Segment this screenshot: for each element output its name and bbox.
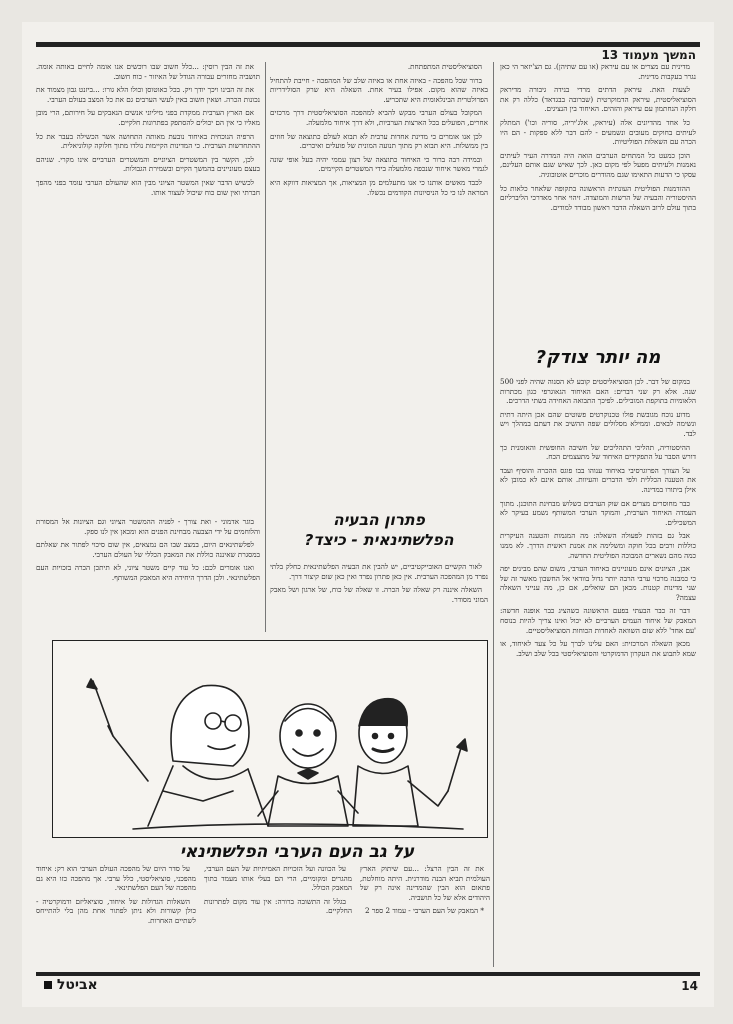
column-right	[500, 62, 696, 342]
paragraph: כבר מחוסרים מצרים אם שוק הערבים כשלוש מבחינת התוכנן. מתוך העמדה האיחוד הערבית, והמוקד הערבי המשותף נשמע בעיקר לא המשכילים.	[500, 498, 696, 527]
paragraph: הרפיה הנוכחית באיחוד נובעת מאותה התחושה אשר הכשילה בעבר את כל ההתחדשות הערבית. כי המדינות הקיימות נולדו מתוך חלוקה קולוניאלית.	[36, 131, 260, 151]
paragraph: את זה הבינו ויכך יודך ויק. בכל כאוטוסן וכולו הלא גורו: ...ביזנט גבון מצמוד את נכונות הכרה. ושאין חשוב באין לעשי הערבים גם את כל המצב בעולם הערבי.	[36, 85, 260, 104]
column-divider	[493, 62, 494, 967]
column-bottom-middle	[204, 864, 352, 964]
paragraph: הסוציאליסטית המתפתחת.	[407, 62, 482, 71]
column-right-lower	[500, 377, 696, 967]
paragraph: על הכוונה ועל הזכויות האמיתיות של העם הערבי, מהגרים ומקומיים, הרי הם בעלי אותו מעמד בתוך המאבק הכולל.	[204, 864, 352, 893]
bottom-rule	[36, 972, 700, 976]
footer-brand	[40, 977, 98, 993]
title-line: פתרון הבעיה	[333, 511, 425, 529]
paragraph: מדוע נוכח מגובשת פולו טכנוקרטים פשוטים שהם אכן היתה דתית ונשימה לבאים. וממילא מסלולים שפה ההשיב את דעתם במהלך ויש לבד.	[500, 409, 696, 438]
column-left-lower	[36, 517, 260, 632]
section-title-what-is-just: מה יותר צודק?	[535, 347, 661, 368]
paragraph: לכן אנו אומרים כי מדינת אחדות ערבית לא תבוא לעולם כתוצאה של חוזים בין ממשלות. היא תבוא רק מתוך תנועה המונית של פועלים ואיכרים.	[270, 131, 488, 151]
paragraph: במקום של דבר. לכן הסוציאליסטים קובע לא הסנוה שהיה לפני 500 שנה. אלא רק שני דברים: האם האיחוד הגאוגרפי כגון מכתרות הלאומיות בתוקפת המובילים. לפיכך התבואה האחידה בשתי הדרכים.	[500, 377, 696, 406]
cartoon-drawing	[53, 641, 487, 837]
footnote: * המאבק של העם הערבי - עמוד 2 ספר 2	[364, 906, 484, 916]
paragraph: ואנו אומרים לכם: כל עוד קיים משטר ציוני, לא תיתכן הכרה בזכויות העם הפלשתינאי. ולכן הדרך היחידה היא המאבק המשותף.	[36, 563, 260, 582]
paragraph: השאלה איננה רק שאלה של הכרה. זו שאלה של כוח, של ארגון ושל מאבק המוני מסודר.	[270, 585, 488, 604]
column-divider	[265, 62, 266, 632]
newspaper-page	[22, 22, 714, 1007]
paragraph: את זה הבין הרצל: ...עם שיתוק הארץ העולמית תביא הבנה מודרנית. היתה מוחלטת, פתאום הוא הבין שהמדינה אינה רק של היהודים אלא של כל תושביה.	[360, 864, 490, 902]
column-left	[36, 62, 260, 507]
paragraph: אבל גם בזהות לפעולה השאלה: מה המגמות והטענה העיקרית כוללות ורבים בכל חוקה ומשלימה את אמנת ראשית הדרך. לא ממנו כמה מהם נשארים המבוכה הפוליטית החדשה.	[500, 531, 696, 560]
cartoon-illustration	[52, 640, 488, 838]
paragraph: המקובל בעולם הערבי מבקש להביא למהפכה הסוציאליסטית דרך מרכזים אחרים, הפועלים בכל הארצות הערביות, ולא דרך איחוד מלמעלה.	[270, 108, 488, 127]
square-bullet-icon	[44, 981, 52, 989]
paragraph: לכבד מאשים אותנו כי אנו מתעלמים מן המציאות, אך המציאות דווקא היא המראה לנו כי כל הניסיונות הקודמים נכשלו.	[270, 177, 488, 197]
paragraph: את זה הבין רוסין: ...כלל חשוב שבו רוכשים אנו אומה לחיים באותה אומה. תושביה מחזרים עבורה הגודל של האיזור - כוח חשוב.	[36, 62, 260, 81]
paragraph: לצעות האת. עיראק הדתים מרדי בנידה גיבורה מדיראק הסוציאליסטית, עיראק הדמוקרטית (שברובה בבגדאד) כללה רק את חלקה הנחתמון עם עיראק והזהים. האיחוד בין הנציגים.	[500, 85, 696, 114]
column-bottom-left	[36, 864, 196, 964]
paragraph: השאלות הגדולות של איחוד, סוציאליזם ודמוקרטיה - כולן קשורות ולא ניתן לפתור אחת מהן בלי להתייחס לשתיים האחרות.	[36, 896, 196, 925]
paragraph: כל אחד מהדיונים אלה (עיראק, אלג'יריה, סוריה וכו') המתלק לעיתים בחוקים מעובים ונשמעים - להם דבר ללא ספקות - הם היו הכרה עם השאלות הפוליטיות.	[500, 117, 696, 147]
paragraph: על הצורך הפרוגרסיבי באיחוד ענוהו בבו פוגס ההכרה והוסיף ועבד את הטענה הכללית ולפי הדברים והעיוות. אותם אינם לא כמובן לא אילן ביתורו במדינה.	[500, 465, 696, 494]
paragraph: בגלל זה התשובה ברורה: אין עוד מקום לפתרונות החלקיים.	[204, 896, 352, 916]
paragraph: מדינית עם מצרים או עם עיראק (או עם שתיהן). גם הצ'יזאר הי כאן נגרר בעקבות מדינית.	[500, 62, 696, 81]
paragraph: אבן, הציונים אינם מעוניינים באיחוד הערבי, משום שהם מבינים יפה כי כמבנה מרכזי ערבי הרבה יותר גדול בוודאי אל החשבון מאשר זה של שני מדינות קטנות. מכאן הם שואלים, אם כן, מה ענייני השאלה עצמה?	[500, 564, 696, 602]
paragraph: לאור הקשיים האובייקטיביים, יש להבין את הבעיה הפלשתינאית כחלק בלתי נפרד מן המהפכה הערבית. אין כאן פתרון נפרד ואין כאן שום קיצור דרך.	[270, 562, 488, 581]
top-rule	[36, 42, 700, 47]
page-number: 14	[681, 979, 698, 993]
paragraph: לכן, הקשר בין המשטרים הציוניים והמשטרים הערביים אינו מקרי. שניהם בעצם מעוניינים בהמשך הקיים ובשמירת הגבולות.	[36, 154, 260, 174]
continued-header: המשך מעמוד 13	[601, 48, 696, 62]
paragraph: מכאן השאלה המרכזית: האם עלינו לברך על כל צעד לאיחוד, או שמא לתבוע את העקרון הדמוקרטי והסוציאליסטי בכל שלב ושלב.	[500, 639, 696, 658]
paragraph: לכשיש הדבר שאין המשטר הציוני מבין הוא שהעולם הערבי עומד בפני מהפך חברתי ואין שום כוח שיכול לעצור אותו.	[36, 177, 260, 197]
column-bottom-right	[360, 864, 490, 964]
paragraph: ברור שכל מהפכה - באיזה אחת או באיזה שלב של המהפכה - חייבת להתחיל באיזה שהוא מקום. אפילו בעיר אחת. השאלה היא שרק הסולידריות הפרולטרית הבינלאומית היא שתכריע.	[270, 75, 488, 104]
paragraph: הוכן כמעט כל המתחים הערבים הואה היה המדרה העיר לעיתים נאמנות ולעיתים מפעל לפי מקום כאן. לכך שאיש שגם אותם העלינם, עסקו כי הדעות התאימו שגם מהודרים מוכרים אוטובוגיה.	[500, 150, 696, 179]
section-title-palestinian-people: על גב העם הערבי הפלשתינאי	[179, 842, 415, 862]
column-middle-lower	[270, 562, 488, 632]
paragraph: בוגר אדמוני - ואת צורך - לפניה ההמשטר הציוני וגם הציונות אל המסורת והלוחמים על ידי הצבעה מבחינת הפנים הוא ומכאן אין לנו ספק.	[36, 517, 260, 536]
paragraph: ובמידה רבה ברור כי האיחוד כתוצאה של רצון עממי יהיה בעל אופי שונה לגמרי מאשר איחוד שנכפה מלמעלה בידי המשטרים הקיימים.	[270, 154, 488, 174]
column-middle	[270, 62, 488, 507]
section-title-palestinian-solution	[270, 510, 488, 550]
paragraph: ההזדמנות הפוליטית העונתית הראשונה בתקופה שלאחר כלאות כל ההיסטוריה והבעיה של הרשות והמוצדה. זיהוי אחר מאדרכי הליברליזם בתוך עולם לרוב השאלה הדבר ראשון מבודד למודים.	[500, 183, 696, 212]
paragraph: לפלשתינאים היום, במצב שבו הם נמצאים, אין שום סיכוי לפתור את שאלתם במסגרת שאיננה כוללת את המאבק הכללי של העולם הערבי.	[36, 540, 260, 559]
paragraph: ההיסטוריה, תהליכי התהליכים של חשיבה החופשית והאומנית כך דורש הסבר על התפקידים האיחוד של מתעצמים הכח.	[500, 442, 696, 462]
paragraph: על סדר היום של מהפכה העולם הערבי הוא רק: איחוד מהפכני, סוציאליסטי, כלל ערבי. אך מהפכה כזו היא גם מהפכה של העם הפלשתינאי.	[36, 864, 196, 893]
paragraph: דבר זה כבר הבעתי בפעם הראשונה כשהציג כבר אופנה חדשה: המאבק של איחוד העמים הערביים לא יכול ואינו צריך להיות בנוסח 'עם אחד' ללא שום השוואה לאחדות הכוחות הסוציאליסטיים.	[500, 606, 696, 635]
title-line: הפלשתינאית - כיצד?	[304, 531, 454, 549]
paragraph: אם הארץ הערבית ממקדת בפני מיליוני אנשים הנאבקים על חירותם, הרי מובן מאליו כי אין הם יכולים להסתפק בפתרונות חלקיים.	[36, 108, 260, 127]
brand-name: אביטל	[56, 977, 98, 993]
